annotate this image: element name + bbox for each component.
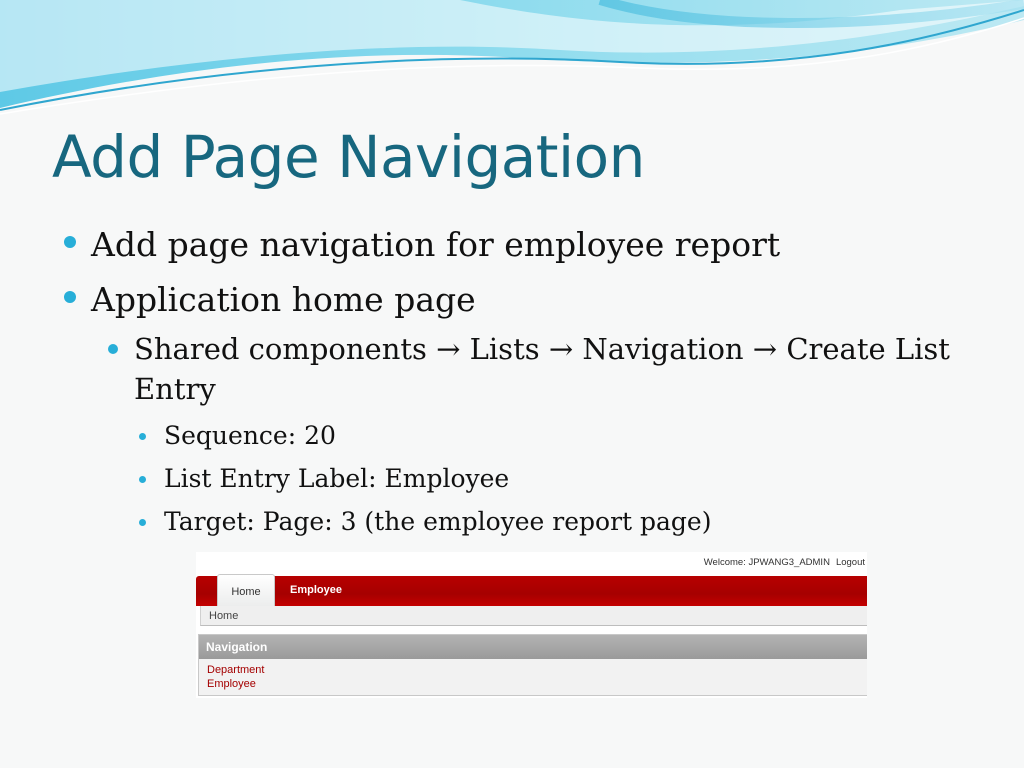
bullet-level3: Sequence: 20 xyxy=(164,421,336,450)
logout-link[interactable]: Logout xyxy=(835,557,865,568)
navigation-region-title: Navigation xyxy=(199,635,867,659)
welcome-text: Welcome: JPWANG3_ADMIN xyxy=(703,557,830,568)
decorative-wave-header xyxy=(0,0,1024,130)
bullet-level1: Add page navigation for employee report xyxy=(91,225,781,264)
bullet-level2: Shared components → Lists → Navigation → Create List xyxy=(134,332,950,366)
bullet-level1: Application home page xyxy=(91,280,476,319)
bullet-level3: List Entry Label: Employee xyxy=(164,464,510,493)
bullet-dot-icon xyxy=(139,519,146,526)
bullet-dot-icon xyxy=(139,433,146,440)
bullet-dot-icon xyxy=(139,476,146,483)
bullet-dot-icon xyxy=(108,344,118,354)
bullet-level2-continuation: Entry xyxy=(134,372,216,406)
bullet-dot-icon xyxy=(64,236,76,248)
slide-title: Add Page Navigation xyxy=(52,123,645,191)
navigation-region xyxy=(198,634,867,696)
nav-link-department[interactable]: Department xyxy=(207,664,265,676)
bullet-level3: Target: Page: 3 (the employee report page) xyxy=(164,507,712,536)
bullet-dot-icon xyxy=(64,291,76,303)
welcome-bar xyxy=(704,557,865,568)
nav-link-employee[interactable]: Employee xyxy=(207,678,256,690)
tab-employee[interactable]: Employee xyxy=(290,584,342,596)
breadcrumb[interactable]: Home xyxy=(200,606,867,626)
app-screenshot xyxy=(196,552,867,698)
tab-bar xyxy=(196,576,867,606)
tab-home[interactable]: Home xyxy=(217,574,275,606)
